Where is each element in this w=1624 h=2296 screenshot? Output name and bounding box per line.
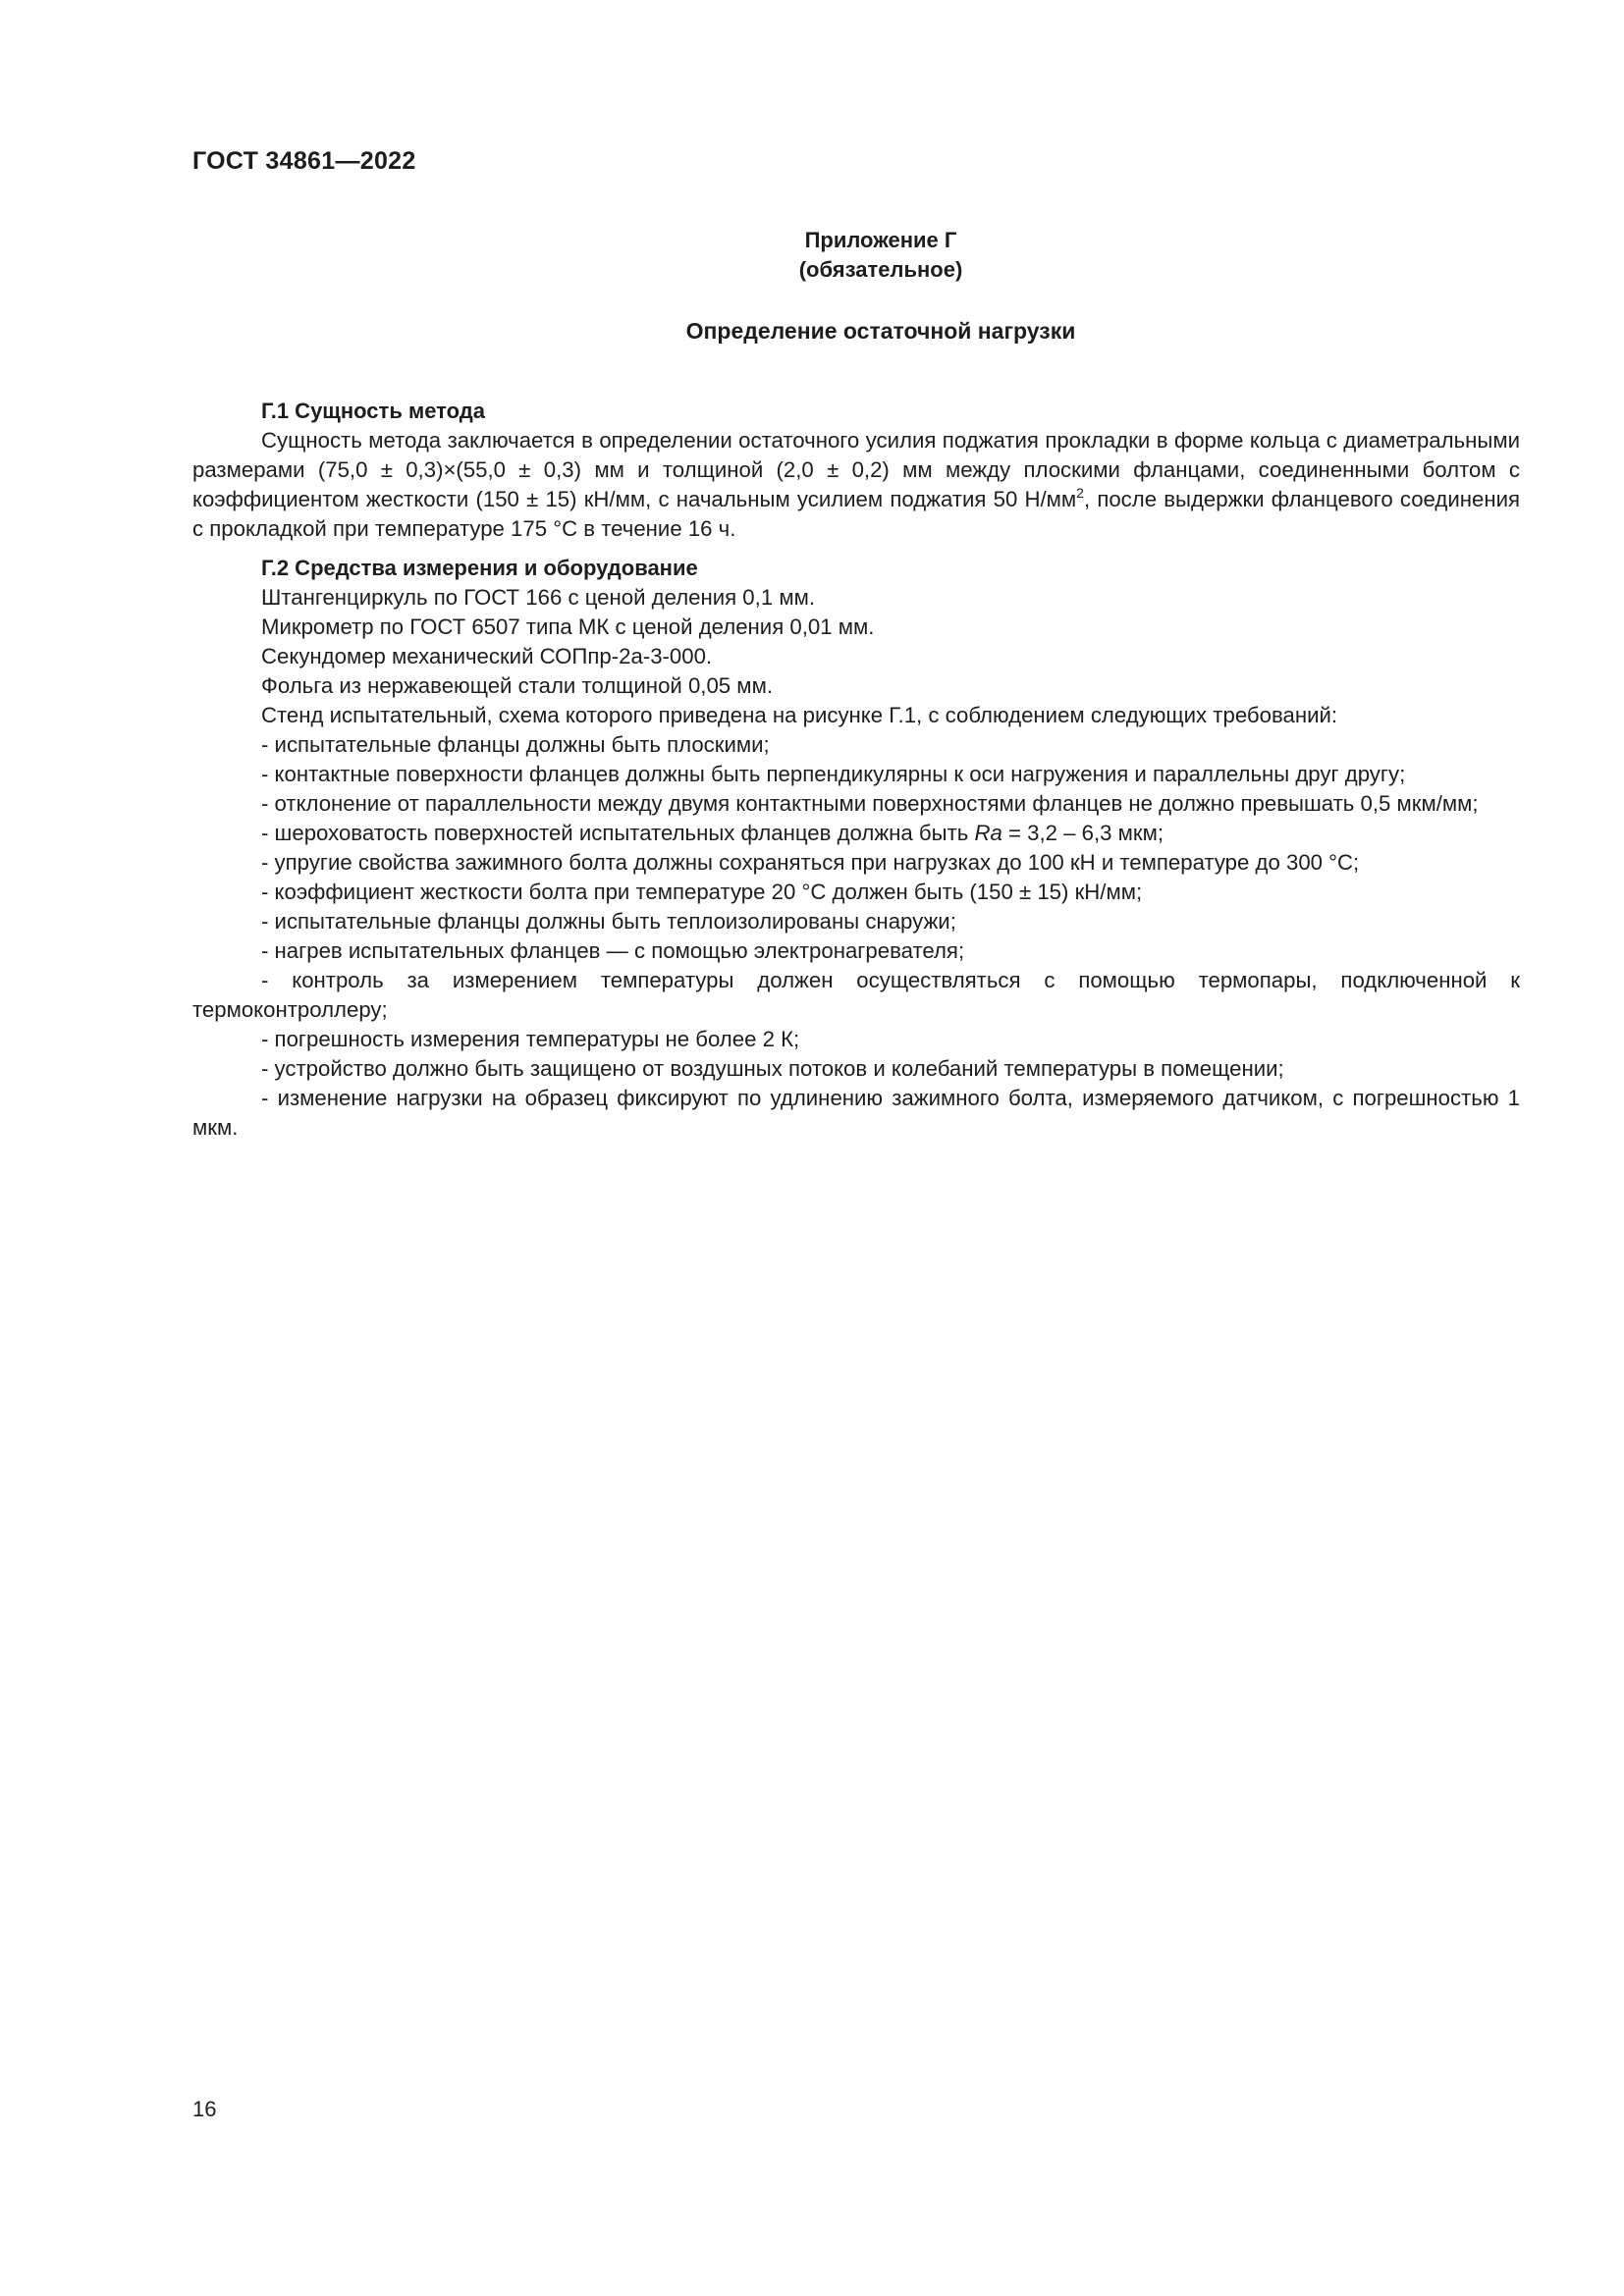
- requirement-item: - коэффициент жесткости болта при температуре 20 °С должен быть (150 ± 15) кН/мм;: [261, 880, 1143, 904]
- requirement-item: - погрешность измерения температуры не более 2 К;: [261, 1027, 800, 1051]
- equipment-item: Секундомер механический СОПпр-2а-3-000.: [261, 644, 713, 668]
- requirement-item: - испытательные фланцы должны быть теплоизолированы снаружи;: [261, 909, 956, 934]
- appendix-heading: [0, 226, 1624, 285]
- requirement-item: - отклонение от параллельности между двумя контактными поверхностями фланцев не должно превышать 0,5 мкм/мм;: [261, 791, 1479, 816]
- requirement-item-roughness: [192, 819, 1520, 848]
- requirement-item: - контроль за измерением температуры должен осуществляться с помощью термопары, подключенной к термоконтроллеру;: [192, 968, 1520, 1022]
- g1-text-part-2: , после выдержки фланцевого соединения с прокладкой при температуре 175 °С в течение 16 ч.: [192, 487, 1520, 541]
- g2-heading: Г.2 Средства измерения и оборудование: [261, 556, 698, 580]
- page-number: 16: [192, 2097, 217, 2121]
- appendix-title: Приложение Г: [804, 228, 957, 252]
- g1-heading: Г.1 Сущность метода: [261, 399, 486, 423]
- section-title: Определение остаточной нагрузки: [685, 318, 1076, 344]
- roughness-text-1: - шероховатость поверхностей испытательных фланцев должна быть: [261, 821, 975, 845]
- g1-text-part-1: Сущность метода заключается в определении остаточного усилия поджатия прокладки в форме кольца с диаметральными размерами (75,0 ± 0,3)×(55,0 ± 0,3) мм и толщиной (2,0 ± 0,2) мм между плоскими фланцами, соединенными болтом с коэффициентом жесткости (150 ± 15) кН/мм, с начальным усилием поджатия 50 Н/мм: [192, 428, 1520, 511]
- requirement-item: - изменение нагрузки на образец фиксируют по удлинению зажимного болта, измеряемого датчиком, с погрешностью 1 мкм.: [192, 1086, 1520, 1140]
- requirement-item: - контактные поверхности фланцев должны быть перпендикулярны к оси нагружения и параллельны друг другу;: [261, 762, 1406, 786]
- requirement-item: - упругие свойства зажимного болта должны сохраняться при нагрузках до 100 кН и температуре до 300 °С;: [261, 850, 1360, 875]
- document-code: ГОСТ 34861—2022: [192, 147, 416, 175]
- requirement-item: - испытательные фланцы должны быть плоскими;: [261, 732, 770, 757]
- equipment-item: Фольга из нержавеющей стали толщиной 0,05 мм.: [261, 673, 773, 698]
- roughness-symbol: Ra: [974, 821, 1002, 845]
- roughness-text-2: = 3,2 – 6,3 мкм;: [1001, 821, 1164, 845]
- equipment-item: Штангенциркуль по ГОСТ 166 с ценой деления 0,1 мм.: [261, 585, 815, 610]
- appendix-status: (обязательное): [798, 257, 963, 282]
- requirement-item: - нагрев испытательных фланцев — с помощью электронагревателя;: [261, 938, 965, 963]
- requirement-item: - устройство должно быть защищено от воздушных потоков и колебаний температуры в помещении;: [261, 1056, 1284, 1081]
- document-body: [192, 397, 1520, 1143]
- g1-paragraph: [192, 426, 1520, 544]
- equipment-item: Микрометр по ГОСТ 6507 типа МК с ценой деления 0,01 мм.: [261, 614, 875, 639]
- g1-superscript: 2: [1076, 485, 1084, 501]
- equipment-item: Стенд испытательный, схема которого приведена на рисунке Г.1, с соблюдением следующих требований:: [261, 703, 1338, 727]
